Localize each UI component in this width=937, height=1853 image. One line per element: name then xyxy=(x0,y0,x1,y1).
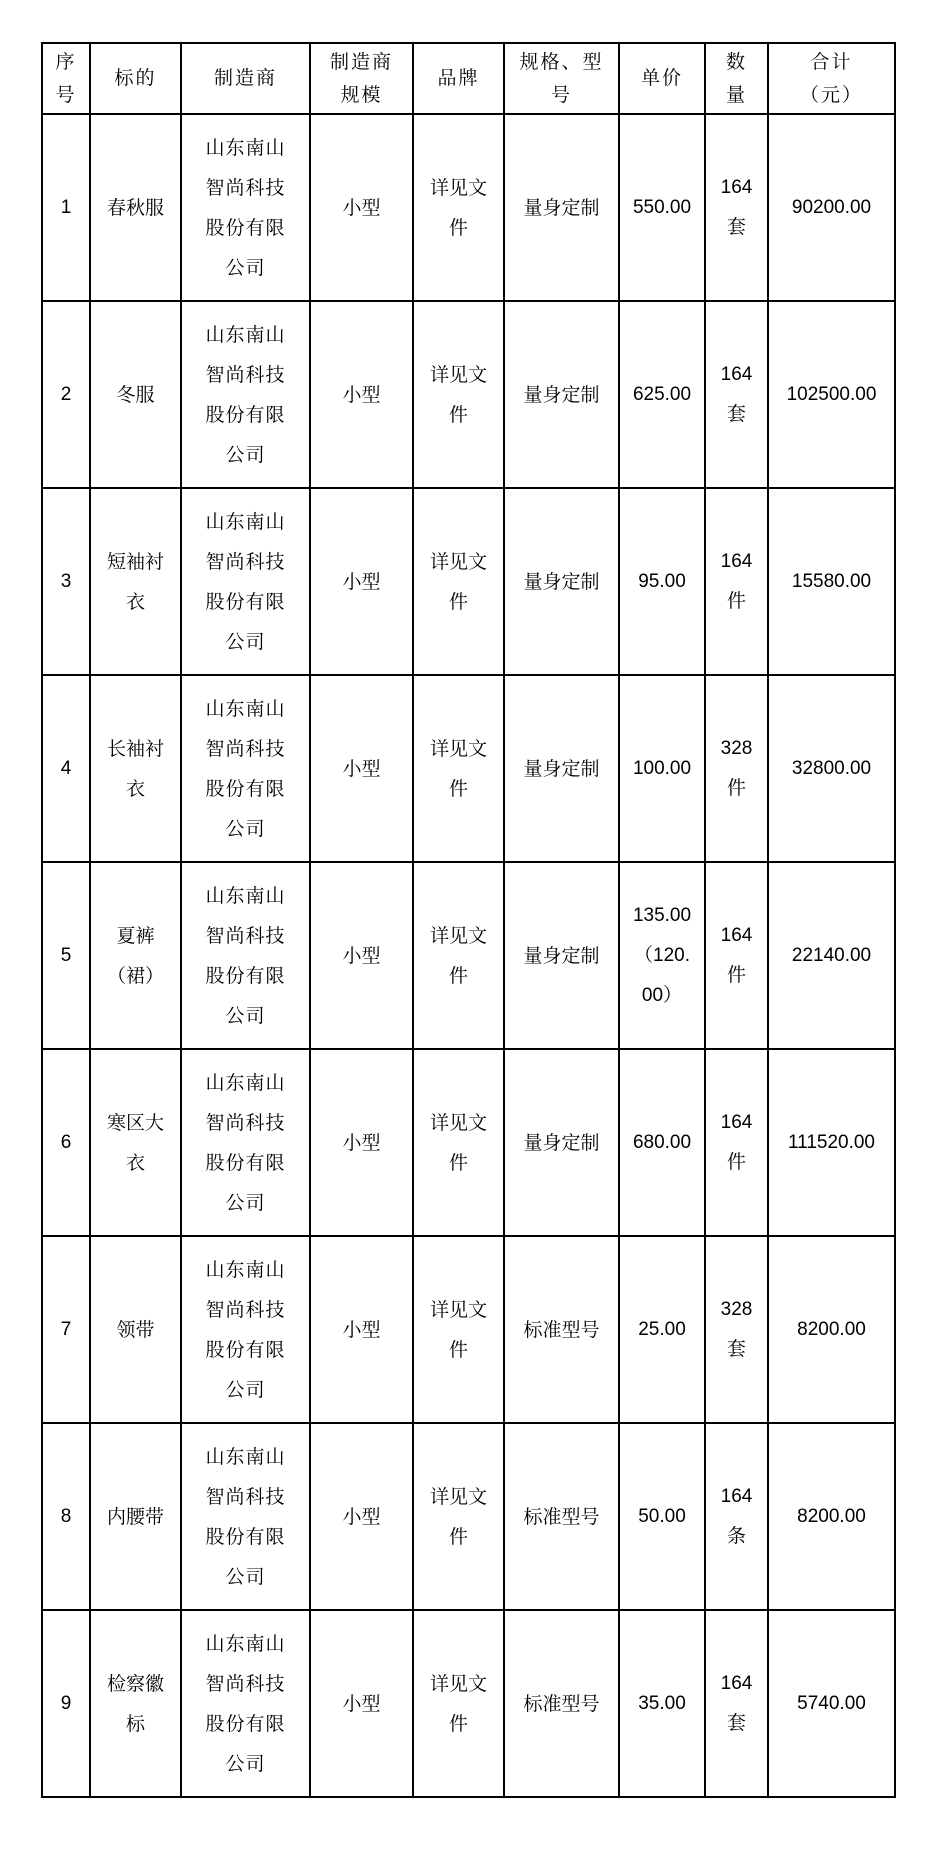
table-row xyxy=(42,862,895,1049)
cell-manufacturer xyxy=(181,1049,310,1236)
header-label-line: 制造商 xyxy=(213,67,277,89)
cell-manufacturer-scale: 小型 xyxy=(310,1610,413,1797)
cell-unit-price xyxy=(619,675,705,862)
cell-manufacturer-line: 智尚科技 xyxy=(205,924,286,947)
header-label-line: 标的 xyxy=(114,67,157,89)
cell-manufacturer-line: 山东南山 xyxy=(205,884,286,907)
cell-manufacturer-scale: 小型 xyxy=(310,1236,413,1423)
cell-quantity xyxy=(705,301,768,488)
cell-unit-price xyxy=(619,1610,705,1797)
column-header-quantity xyxy=(705,43,768,114)
cell-spec-model: 量身定制 xyxy=(504,488,619,675)
cell-quantity-line: 套 xyxy=(726,403,746,425)
cell-item-line: 衣 xyxy=(125,777,145,800)
cell-brand-line: 件 xyxy=(448,590,468,613)
cell-seq: 9 xyxy=(42,1610,90,1797)
cell-quantity xyxy=(705,862,768,1049)
cell-manufacturer-line: 智尚科技 xyxy=(205,176,286,199)
cell-seq: 1 xyxy=(42,114,90,301)
cell-manufacturer xyxy=(181,1610,310,1797)
cell-unit-price-line: 00） xyxy=(641,984,683,1006)
header-label-line: 号 xyxy=(550,83,572,106)
cell-unit-price-line: 35.00 xyxy=(638,1692,686,1714)
cell-manufacturer-line: 公司 xyxy=(225,1004,266,1027)
cell-quantity-line: 164 xyxy=(720,363,753,385)
header-row xyxy=(42,43,895,114)
cell-item-line: 衣 xyxy=(125,1151,145,1174)
column-header-manufacturer xyxy=(181,43,310,114)
cell-unit-price xyxy=(619,488,705,675)
cell-item xyxy=(90,1610,181,1797)
column-header-brand xyxy=(413,43,504,114)
cell-unit-price-line: 135.00 xyxy=(632,904,692,926)
cell-quantity-line: 件 xyxy=(726,590,746,612)
cell-unit-price xyxy=(619,114,705,301)
cell-unit-price-line: （120. xyxy=(634,944,690,966)
cell-quantity xyxy=(705,114,768,301)
table-row xyxy=(42,1610,895,1797)
cell-manufacturer-line: 股份有限 xyxy=(205,1338,286,1361)
cell-manufacturer-line: 股份有限 xyxy=(205,964,286,987)
cell-unit-price xyxy=(619,1236,705,1423)
cell-item xyxy=(90,1049,181,1236)
cell-quantity xyxy=(705,1049,768,1236)
cell-quantity-line: 套 xyxy=(726,1712,746,1734)
cell-manufacturer xyxy=(181,488,310,675)
cell-item-line: 长袖衬 xyxy=(106,737,164,760)
cell-spec-model: 量身定制 xyxy=(504,114,619,301)
cell-manufacturer-line: 股份有限 xyxy=(205,1712,286,1735)
cell-item xyxy=(90,1236,181,1423)
cell-item xyxy=(90,862,181,1049)
cell-unit-price-line: 25.00 xyxy=(638,1318,686,1340)
cell-quantity-line: 164 xyxy=(720,176,753,198)
cell-brand xyxy=(413,1610,504,1797)
header-label-line: 品牌 xyxy=(437,67,480,89)
cell-seq: 3 xyxy=(42,488,90,675)
cell-quantity xyxy=(705,488,768,675)
cell-manufacturer-line: 山东南山 xyxy=(205,1071,286,1094)
cell-manufacturer-line: 山东南山 xyxy=(205,323,286,346)
cell-manufacturer-scale: 小型 xyxy=(310,488,413,675)
cell-spec-model: 量身定制 xyxy=(504,1049,619,1236)
cell-manufacturer-line: 山东南山 xyxy=(205,1445,286,1468)
cell-quantity-line: 164 xyxy=(720,1672,753,1694)
cell-manufacturer xyxy=(181,675,310,862)
cell-manufacturer-line: 股份有限 xyxy=(205,590,286,613)
cell-quantity-line: 164 xyxy=(720,1485,753,1507)
cell-brand-line: 件 xyxy=(448,777,468,800)
cell-manufacturer xyxy=(181,1236,310,1423)
cell-brand-line: 件 xyxy=(448,1151,468,1174)
header-label-line: 制造商 xyxy=(329,50,393,73)
cell-manufacturer-line: 智尚科技 xyxy=(205,1298,286,1321)
cell-brand-line: 件 xyxy=(448,1338,468,1361)
column-header-seq xyxy=(42,43,90,114)
table-row xyxy=(42,301,895,488)
cell-item-line: 寒区大 xyxy=(106,1111,164,1134)
cell-manufacturer-line: 公司 xyxy=(225,817,266,840)
cell-manufacturer-line: 智尚科技 xyxy=(205,1111,286,1134)
cell-brand-line: 件 xyxy=(448,964,468,987)
cell-manufacturer-line: 山东南山 xyxy=(205,697,286,720)
cell-total: 15580.00 xyxy=(768,488,895,675)
cell-total: 111520.00 xyxy=(768,1049,895,1236)
cell-manufacturer-line: 公司 xyxy=(225,443,266,466)
cell-brand xyxy=(413,862,504,1049)
cell-quantity-line: 164 xyxy=(720,550,753,572)
cell-item xyxy=(90,488,181,675)
procurement-table xyxy=(41,42,896,1798)
cell-spec-model: 标准型号 xyxy=(504,1423,619,1610)
cell-brand-line: 详见文 xyxy=(429,363,487,386)
cell-item-line: 内腰带 xyxy=(106,1505,164,1528)
cell-manufacturer-scale: 小型 xyxy=(310,1423,413,1610)
cell-unit-price xyxy=(619,862,705,1049)
cell-spec-model: 标准型号 xyxy=(504,1610,619,1797)
cell-total: 8200.00 xyxy=(768,1236,895,1423)
column-header-total xyxy=(768,43,895,114)
cell-manufacturer-scale: 小型 xyxy=(310,301,413,488)
cell-unit-price-line: 625.00 xyxy=(632,383,692,405)
header-label-line: 规模 xyxy=(340,83,383,106)
header-label-line: （元） xyxy=(799,83,863,106)
cell-quantity-line: 164 xyxy=(720,1111,753,1133)
cell-brand xyxy=(413,1423,504,1610)
cell-manufacturer-line: 公司 xyxy=(225,1565,266,1588)
cell-quantity-line: 164 xyxy=(720,924,753,946)
cell-total: 8200.00 xyxy=(768,1423,895,1610)
cell-quantity xyxy=(705,1236,768,1423)
cell-manufacturer xyxy=(181,114,310,301)
cell-manufacturer xyxy=(181,301,310,488)
cell-brand-line: 件 xyxy=(448,216,468,239)
cell-manufacturer-line: 公司 xyxy=(225,256,266,279)
cell-seq: 5 xyxy=(42,862,90,1049)
cell-brand xyxy=(413,1236,504,1423)
cell-manufacturer-line: 山东南山 xyxy=(205,1258,286,1281)
cell-item-line: 标 xyxy=(125,1712,145,1735)
header-label-line: 数 xyxy=(725,50,747,73)
cell-total: 32800.00 xyxy=(768,675,895,862)
cell-quantity-line: 328 xyxy=(720,1298,753,1320)
cell-manufacturer-line: 山东南山 xyxy=(205,510,286,533)
cell-brand xyxy=(413,675,504,862)
table-row xyxy=(42,114,895,301)
table-row xyxy=(42,675,895,862)
table-body xyxy=(42,114,895,1797)
cell-total: 5740.00 xyxy=(768,1610,895,1797)
column-header-item xyxy=(90,43,181,114)
cell-manufacturer-scale: 小型 xyxy=(310,114,413,301)
cell-quantity-line: 套 xyxy=(726,1338,746,1360)
cell-quantity-line: 328 xyxy=(720,737,753,759)
cell-brand-line: 详见文 xyxy=(429,924,487,947)
cell-item-line: （裙） xyxy=(106,964,164,987)
cell-brand-line: 详见文 xyxy=(429,176,487,199)
header-label-line: 号 xyxy=(55,83,77,106)
cell-spec-model: 量身定制 xyxy=(504,675,619,862)
cell-manufacturer-line: 山东南山 xyxy=(205,136,286,159)
cell-unit-price-line: 680.00 xyxy=(632,1131,692,1153)
cell-brand xyxy=(413,1049,504,1236)
cell-manufacturer-scale: 小型 xyxy=(310,675,413,862)
cell-brand-line: 件 xyxy=(448,403,468,426)
header-label-line: 单价 xyxy=(640,67,683,89)
column-header-manufacturer-scale xyxy=(310,43,413,114)
cell-quantity-line: 件 xyxy=(726,777,746,799)
cell-brand-line: 详见文 xyxy=(429,550,487,573)
cell-quantity-line: 套 xyxy=(726,216,746,238)
column-header-spec-model xyxy=(504,43,619,114)
cell-manufacturer-line: 股份有限 xyxy=(205,403,286,426)
cell-spec-model: 量身定制 xyxy=(504,862,619,1049)
cell-manufacturer-scale: 小型 xyxy=(310,862,413,1049)
cell-spec-model: 量身定制 xyxy=(504,301,619,488)
cell-brand-line: 件 xyxy=(448,1525,468,1548)
cell-quantity-line: 件 xyxy=(726,1151,746,1173)
cell-brand xyxy=(413,488,504,675)
header-label-line: 规格、型 xyxy=(519,50,604,73)
cell-manufacturer-line: 智尚科技 xyxy=(205,363,286,386)
cell-brand xyxy=(413,301,504,488)
cell-item xyxy=(90,1423,181,1610)
cell-manufacturer-line: 公司 xyxy=(225,1378,266,1401)
cell-seq: 4 xyxy=(42,675,90,862)
header-label-line: 量 xyxy=(725,83,747,106)
cell-total: 90200.00 xyxy=(768,114,895,301)
table-header xyxy=(42,43,895,114)
cell-item-line: 衣 xyxy=(125,590,145,613)
table-row xyxy=(42,1049,895,1236)
cell-seq: 8 xyxy=(42,1423,90,1610)
cell-unit-price-line: 95.00 xyxy=(638,570,686,592)
cell-unit-price-line: 550.00 xyxy=(632,196,692,218)
cell-quantity xyxy=(705,675,768,862)
cell-manufacturer xyxy=(181,862,310,1049)
cell-manufacturer-line: 股份有限 xyxy=(205,1151,286,1174)
cell-manufacturer-line: 智尚科技 xyxy=(205,737,286,760)
table-row xyxy=(42,1236,895,1423)
cell-unit-price-line: 50.00 xyxy=(638,1505,686,1527)
cell-brand-line: 件 xyxy=(448,1712,468,1735)
cell-seq: 7 xyxy=(42,1236,90,1423)
cell-quantity xyxy=(705,1610,768,1797)
cell-item-line: 夏裤 xyxy=(116,924,155,947)
cell-spec-model: 标准型号 xyxy=(504,1236,619,1423)
cell-unit-price xyxy=(619,1049,705,1236)
cell-manufacturer-line: 智尚科技 xyxy=(205,550,286,573)
cell-unit-price-line: 100.00 xyxy=(632,757,692,779)
cell-manufacturer xyxy=(181,1423,310,1610)
column-header-unit-price xyxy=(619,43,705,114)
cell-item-line: 领带 xyxy=(116,1318,155,1341)
cell-total: 22140.00 xyxy=(768,862,895,1049)
cell-item-line: 检察徽 xyxy=(106,1672,164,1695)
cell-unit-price xyxy=(619,1423,705,1610)
cell-brand-line: 详见文 xyxy=(429,1298,487,1321)
cell-seq: 2 xyxy=(42,301,90,488)
cell-brand-line: 详见文 xyxy=(429,1672,487,1695)
cell-manufacturer-line: 公司 xyxy=(225,1752,266,1775)
cell-item xyxy=(90,114,181,301)
cell-item xyxy=(90,675,181,862)
cell-unit-price xyxy=(619,301,705,488)
cell-quantity xyxy=(705,1423,768,1610)
cell-manufacturer-line: 股份有限 xyxy=(205,1525,286,1548)
cell-manufacturer-scale: 小型 xyxy=(310,1049,413,1236)
header-label-line: 合计 xyxy=(810,50,853,73)
cell-total: 102500.00 xyxy=(768,301,895,488)
cell-manufacturer-line: 智尚科技 xyxy=(205,1485,286,1508)
cell-manufacturer-line: 股份有限 xyxy=(205,777,286,800)
cell-manufacturer-line: 公司 xyxy=(225,630,266,653)
cell-brand-line: 详见文 xyxy=(429,737,487,760)
header-label-line: 序 xyxy=(55,50,77,73)
cell-manufacturer-line: 山东南山 xyxy=(205,1632,286,1655)
cell-item xyxy=(90,301,181,488)
table-row xyxy=(42,488,895,675)
table-row xyxy=(42,1423,895,1610)
cell-seq: 6 xyxy=(42,1049,90,1236)
cell-brand-line: 详见文 xyxy=(429,1485,487,1508)
cell-manufacturer-line: 公司 xyxy=(225,1191,266,1214)
cell-item-line: 短袖衬 xyxy=(106,550,164,573)
cell-brand xyxy=(413,114,504,301)
cell-manufacturer-line: 智尚科技 xyxy=(205,1672,286,1695)
cell-item-line: 冬服 xyxy=(116,383,155,406)
cell-quantity-line: 件 xyxy=(726,964,746,986)
cell-quantity-line: 条 xyxy=(726,1525,746,1547)
cell-item-line: 春秋服 xyxy=(106,196,164,219)
cell-manufacturer-line: 股份有限 xyxy=(205,216,286,239)
cell-brand-line: 详见文 xyxy=(429,1111,487,1134)
